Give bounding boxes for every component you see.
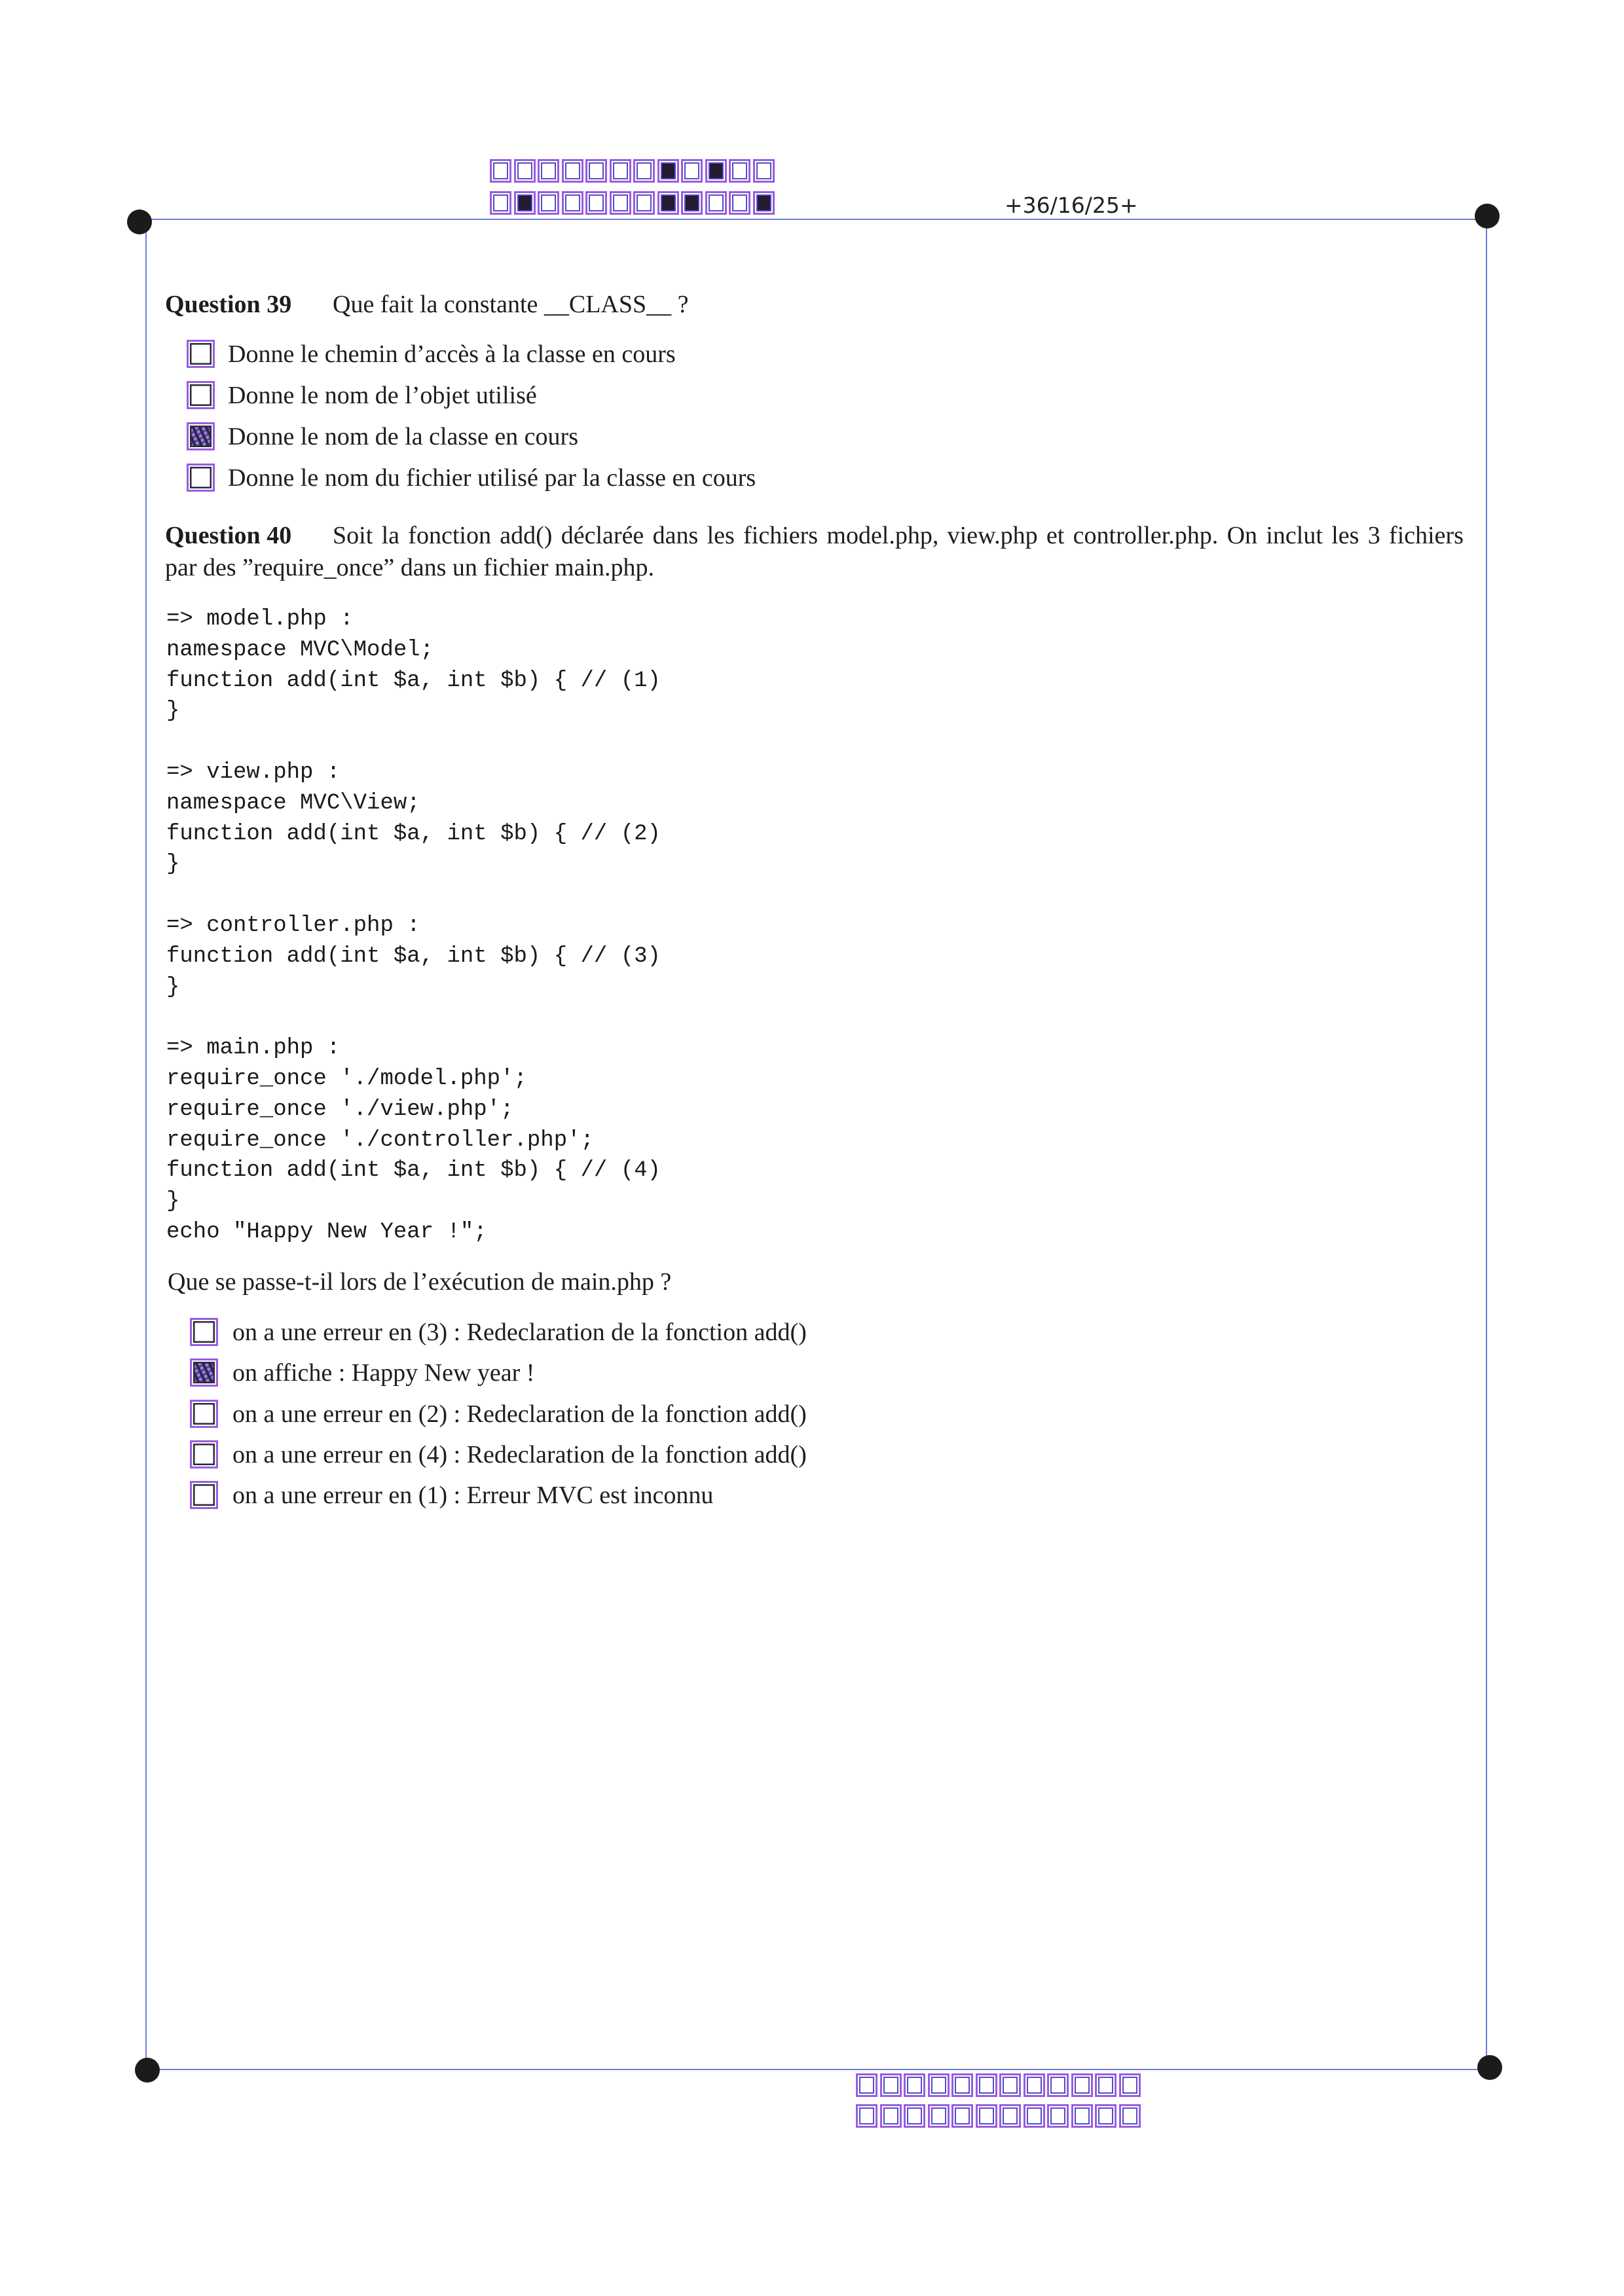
barcode-box-empty — [490, 159, 511, 183]
code-line: function add(int $a, int $b) { // (4) — [166, 1158, 661, 1184]
answer-checkbox[interactable] — [190, 1440, 218, 1468]
answer-checkbox[interactable] — [187, 381, 215, 409]
bottom-barcode-row-2 — [856, 2104, 1143, 2128]
answer-option — [165, 1358, 1462, 1399]
code-line: function add(int $a, int $b) { // (1) — [166, 668, 661, 693]
question-40-text-line-2: par des ”require_once” dans un fichier main.php. — [165, 554, 655, 581]
answer-checkbox[interactable] — [187, 464, 215, 492]
barcode-box-empty — [999, 2073, 1021, 2097]
answer-checkbox[interactable] — [187, 340, 215, 368]
barcode-box-empty — [490, 191, 511, 215]
barcode-box-empty — [514, 159, 536, 183]
answer-label: on affiche : Happy New year ! — [232, 1359, 535, 1387]
answer-option — [165, 1318, 1462, 1358]
barcode-box-empty — [585, 191, 607, 215]
answer-checkbox[interactable] — [190, 1481, 218, 1509]
barcode-box-empty — [585, 159, 607, 183]
answer-checkbox[interactable] — [190, 1318, 218, 1346]
barcode-box-empty — [880, 2073, 902, 2097]
answer-label: on a une erreur en (4) : Redeclaration de la fonction add() — [232, 1440, 807, 1468]
barcode-box-empty — [1024, 2073, 1045, 2097]
code-block-controller — [166, 911, 661, 1002]
barcode-box-empty — [538, 191, 559, 215]
barcode-box-empty — [976, 2104, 997, 2128]
answer-label: on a une erreur en (3) : Redeclaration de la fonction add() — [232, 1319, 807, 1346]
barcode-box-empty — [928, 2104, 950, 2128]
code-line: } — [166, 699, 180, 724]
code-line: } — [166, 852, 180, 877]
barcode-box-filled — [514, 191, 536, 215]
barcode-box-empty — [1119, 2104, 1141, 2128]
code-line: => main.php : — [166, 1036, 341, 1061]
barcode-box-empty — [856, 2104, 877, 2128]
barcode-box-filled — [657, 159, 679, 183]
code-line: echo "Happy New Year !"; — [166, 1219, 487, 1245]
barcode-box-empty — [538, 159, 559, 183]
code-line: } — [166, 1189, 180, 1214]
code-line: => view.php : — [166, 759, 341, 785]
barcode-box-filled — [705, 159, 727, 183]
barcode-box-empty — [1119, 2073, 1141, 2097]
answer-checkbox[interactable] — [190, 1400, 218, 1428]
barcode-box-empty — [729, 159, 750, 183]
code-line: => controller.php : — [166, 913, 420, 938]
barcode-box-empty — [1071, 2073, 1093, 2097]
code-line: } — [166, 974, 180, 1000]
barcode-box-empty — [951, 2104, 973, 2128]
answer-label: on a une erreur en (2) : Redeclaration de la fonction add() — [232, 1400, 807, 1428]
answer-label: on a une erreur en (1) : Erreur MVC est inconnu — [232, 1482, 714, 1509]
barcode-box-empty — [1095, 2104, 1116, 2128]
barcode-box-filled — [681, 191, 703, 215]
corner-mark-top-right — [1475, 204, 1500, 228]
barcode-box-empty — [904, 2104, 925, 2128]
code-line: require_once './view.php'; — [166, 1097, 514, 1122]
answer-label: Donne le nom du fichier utilisé par la classe en cours — [228, 464, 756, 492]
question-40-text-line-1: Soit la fonction add() déclarée dans les fichiers model.php, view.php et controller.php. On inclut les 3 fichiers — [333, 522, 1464, 549]
answer-option — [165, 340, 1462, 381]
corner-mark-bottom-left — [135, 2058, 160, 2083]
question-39-options — [165, 340, 1462, 505]
code-block-view — [166, 757, 661, 880]
answer-label: Donne le nom de la classe en cours — [228, 423, 578, 450]
barcode-box-empty — [1071, 2104, 1093, 2128]
code-line: function add(int $a, int $b) { // (2) — [166, 821, 661, 847]
barcode-box-empty — [880, 2104, 902, 2128]
answer-option — [165, 1440, 1462, 1481]
code-line: namespace MVC\View; — [166, 790, 420, 816]
barcode-box-empty — [856, 2073, 877, 2097]
code-line: => model.php : — [166, 607, 354, 632]
code-line: function add(int $a, int $b) { // (3) — [166, 943, 661, 969]
top-barcode-row-2 — [490, 191, 777, 215]
barcode-box-empty — [633, 159, 655, 183]
corner-mark-top-left — [127, 210, 152, 234]
barcode-box-empty — [1095, 2073, 1116, 2097]
barcode-box-empty — [681, 159, 703, 183]
barcode-box-empty — [1047, 2073, 1069, 2097]
code-line: require_once './model.php'; — [166, 1066, 527, 1091]
page-identifier: +36/16/25+ — [1005, 192, 1138, 218]
barcode-box-empty — [705, 191, 727, 215]
barcode-box-empty — [976, 2073, 997, 2097]
answer-checkbox-checked[interactable] — [187, 422, 215, 450]
answer-checkbox-checked[interactable] — [190, 1358, 218, 1387]
barcode-box-empty — [1047, 2104, 1069, 2128]
code-listing — [166, 604, 661, 1248]
code-block-main — [166, 1033, 661, 1248]
code-line: require_once './controller.php'; — [166, 1127, 594, 1153]
answer-label: Donne le nom de l’objet utilisé — [228, 382, 537, 409]
answer-option — [165, 464, 1462, 505]
barcode-box-empty — [928, 2073, 950, 2097]
answer-option — [165, 1400, 1462, 1440]
barcode-box-empty — [610, 159, 631, 183]
barcode-box-empty — [562, 159, 583, 183]
top-barcode-row-1 — [490, 159, 777, 183]
question-40-options — [165, 1318, 1462, 1522]
barcode-box-empty — [951, 2073, 973, 2097]
question-39-label: Question 39 — [165, 291, 292, 318]
barcode-box-empty — [1024, 2104, 1045, 2128]
barcode-box-empty — [904, 2073, 925, 2097]
barcode-box-empty — [562, 191, 583, 215]
barcode-box-empty — [633, 191, 655, 215]
question-39-text: Que fait la constante __CLASS__ ? — [333, 291, 689, 318]
code-line: namespace MVC\Model; — [166, 637, 434, 663]
barcode-box-empty — [610, 191, 631, 215]
code-block-model — [166, 604, 661, 727]
corner-mark-bottom-right — [1477, 2055, 1502, 2080]
barcode-box-filled — [753, 191, 775, 215]
barcode-box-empty — [729, 191, 750, 215]
answer-option — [165, 1481, 1462, 1522]
answer-label: Donne le chemin d’accès à la classe en cours — [228, 340, 676, 368]
answer-option — [165, 381, 1462, 422]
question-40-label: Question 40 — [165, 522, 292, 549]
barcode-box-filled — [657, 191, 679, 215]
barcode-box-empty — [999, 2104, 1021, 2128]
answer-option — [165, 422, 1462, 464]
bottom-barcode-row-1 — [856, 2073, 1143, 2097]
question-40-prompt: Que se passe-t-il lors de l’exécution de main.php ? — [168, 1268, 672, 1296]
barcode-box-empty — [753, 159, 775, 183]
